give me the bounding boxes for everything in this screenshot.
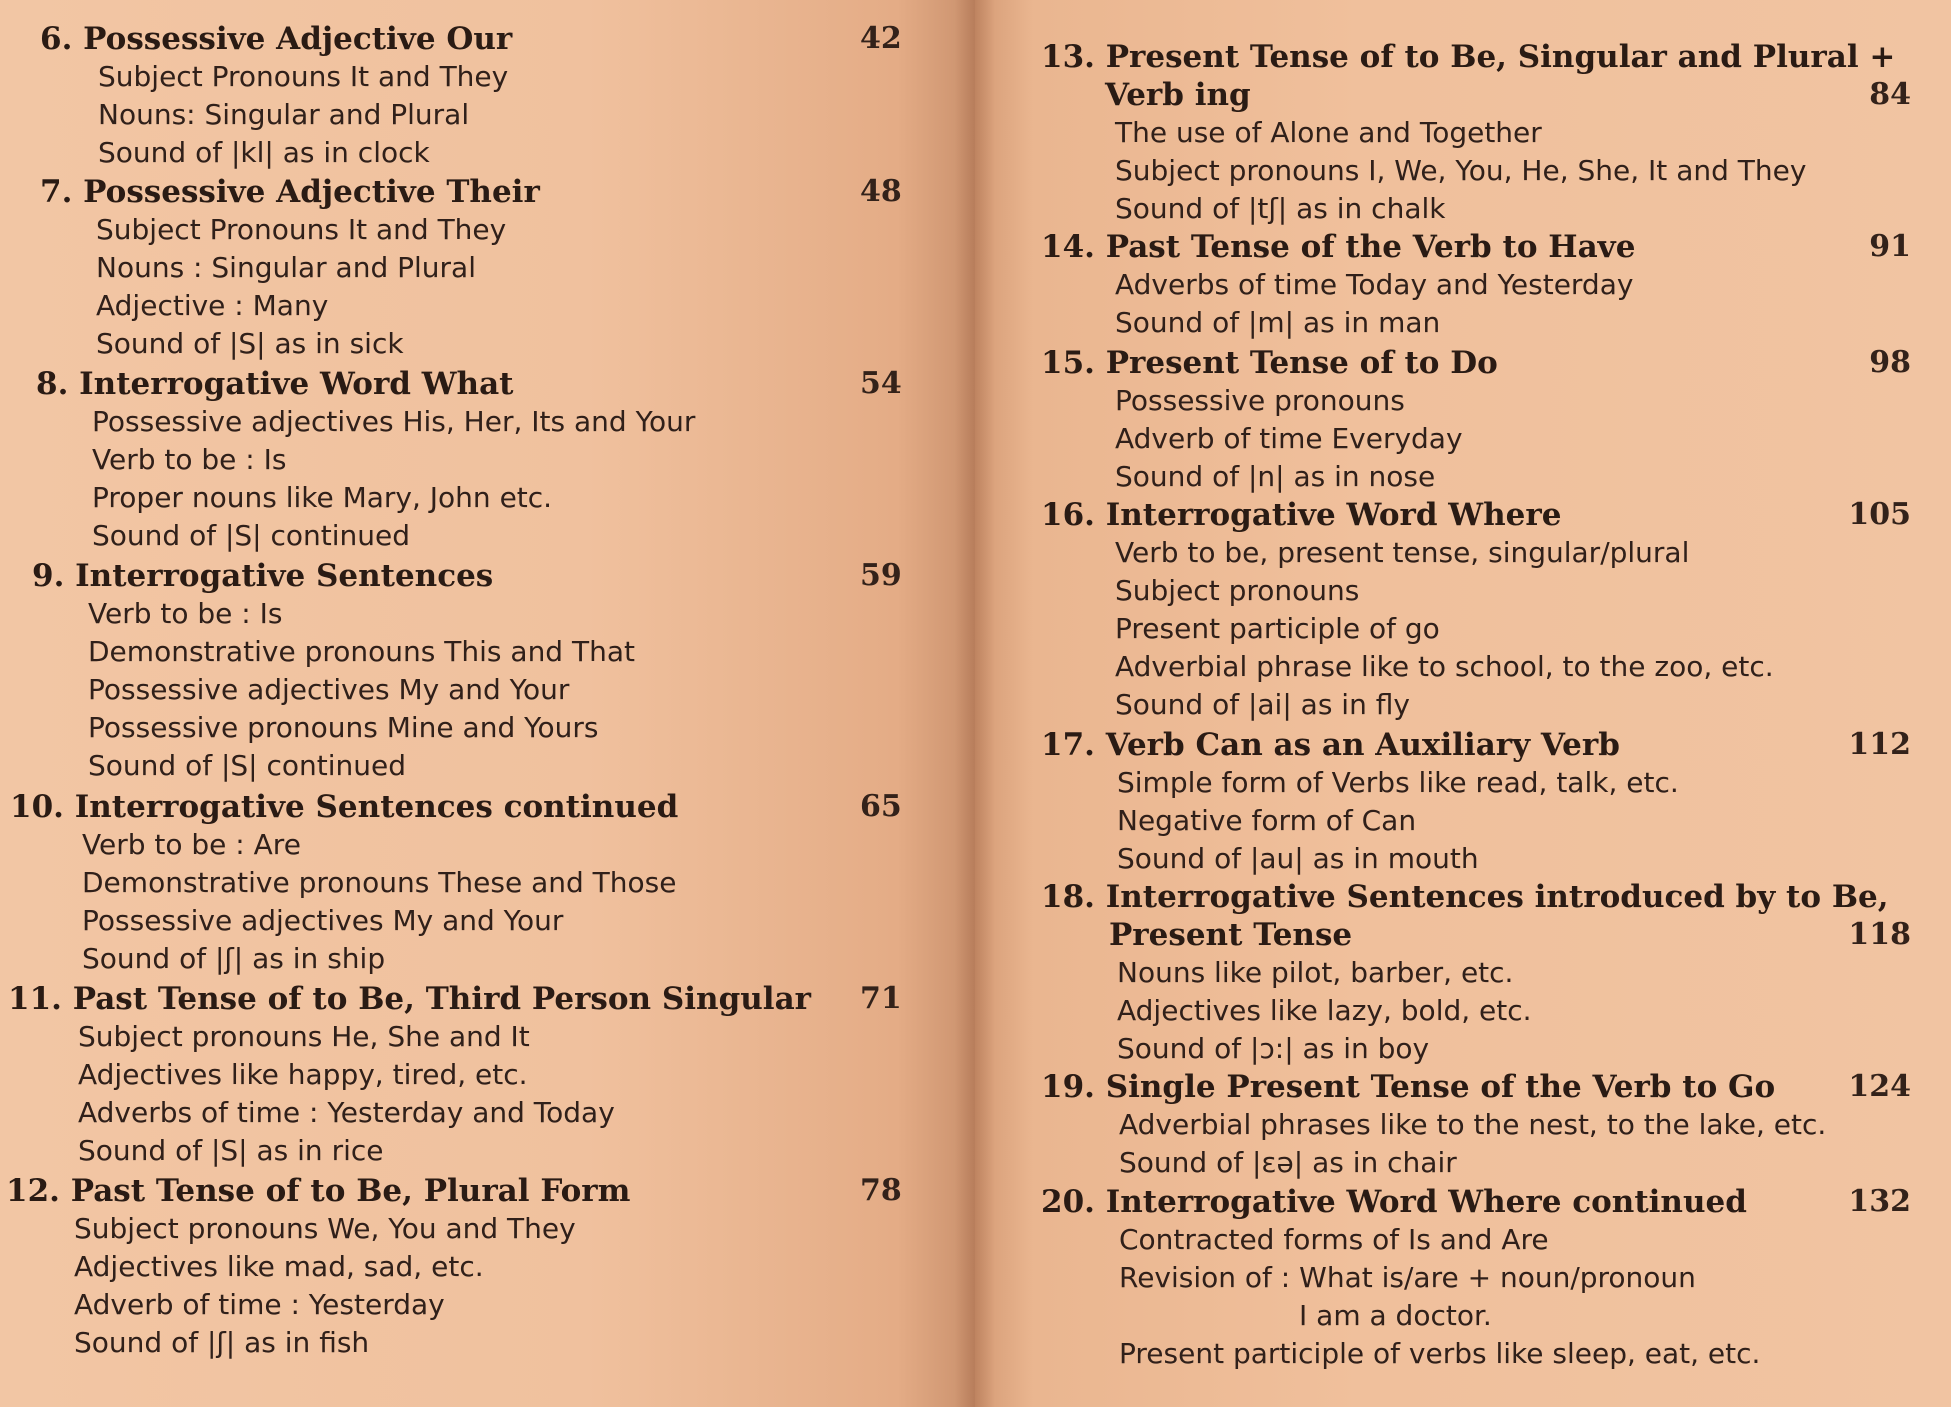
topic-item: Subject pronouns He, She and It (78, 1020, 530, 1053)
topic-item: Nouns: Singular and Plural (98, 98, 470, 131)
topic-item: Adjectives like mad, sad, etc. (74, 1250, 484, 1283)
topic-item: Possessive adjectives His, Her, Its and Your (92, 405, 696, 438)
lesson-number: 17. (1041, 727, 1095, 763)
lesson-page-number: 84 (1869, 77, 1911, 112)
topic-item: Present participle of go (1115, 612, 1440, 645)
topic-item: Sound of |S| continued (92, 519, 411, 552)
lesson-page-number: 98 (1869, 345, 1911, 380)
lesson-title: Past Tense of the Verb to Have (1105, 229, 1636, 265)
topic-item: Demonstrative pronouns These and Those (82, 866, 677, 899)
lesson-number: 18. (1041, 879, 1095, 915)
topic-item: Nouns : Singular and Plural (96, 251, 476, 284)
topic-item: Possessive pronouns (1115, 384, 1405, 417)
topic-item: Sound of |au| as in mouth (1117, 842, 1479, 875)
lesson-number: 8. (36, 366, 69, 402)
topic-item: Adverbs of time : Yesterday and Today (78, 1096, 615, 1129)
topic-item: Adverb of time : Yesterday (74, 1288, 445, 1321)
topic-item: Present participle of verbs like sleep, eat, etc. (1119, 1337, 1761, 1370)
lesson-title: Interrogative Word Where (1105, 497, 1562, 533)
topic-item: Adverb of time Everyday (1115, 422, 1463, 455)
lesson-title: Possessive Adjective Their (83, 174, 540, 210)
topic-item: Sound of |S| continued (88, 749, 407, 782)
lesson-topics (96, 211, 975, 363)
topic-item: Sound of |ɔ:| as in boy (1117, 1032, 1430, 1065)
lesson-topics (1115, 534, 1951, 724)
lesson-number: 16. (1041, 497, 1095, 533)
topic-item: Possessive adjectives My and Your (82, 904, 564, 937)
lesson-title: Present Tense of to Do (1105, 345, 1498, 381)
lesson-page-number: 42 (860, 21, 902, 56)
lesson-topics (1117, 954, 1951, 1068)
lesson-number: 10. (10, 789, 64, 825)
lesson-title: Interrogative Sentences continued (74, 789, 679, 825)
lesson-number: 13. (1041, 39, 1095, 75)
lesson-title: Past Tense of to Be, Plural Form (70, 1173, 631, 1209)
topic-item: I am a doctor. (1299, 1299, 1492, 1332)
left-page (0, 0, 975, 1407)
lesson-page-number: 118 (1848, 917, 1911, 952)
lesson-number: 12. (6, 1173, 60, 1209)
topic-item: Verb to be : Are (82, 828, 301, 861)
topic-item: Verb to be : Is (88, 597, 283, 630)
lesson-page-number: 65 (860, 789, 902, 824)
topic-item: Sound of |tʃ| as in chalk (1115, 192, 1446, 225)
lesson-page-number: 71 (860, 981, 902, 1016)
lesson-topics (82, 826, 975, 978)
lesson-title: Single Present Tense of the Verb to Go (1105, 1069, 1776, 1105)
lesson-title: Interrogative Word Where continued (1105, 1184, 1747, 1220)
lesson-page-number: 78 (860, 1173, 902, 1208)
lesson-topics (78, 1018, 975, 1170)
lesson-topics (1115, 266, 1951, 342)
topic-item: Sound of |ʃ| as in fish (74, 1326, 370, 1359)
lesson-page-number: 59 (860, 558, 902, 593)
topic-item: Subject pronouns I, We, You, He, She, It and They (1115, 154, 1807, 187)
topic-item: Contracted forms of Is and Are (1119, 1223, 1549, 1256)
topic-item: Revision of : What is/are + noun/pronoun (1119, 1261, 1696, 1294)
right-page (975, 0, 1951, 1407)
topic-item: Adjective : Many (96, 289, 329, 322)
topic-item: Adjectives like lazy, bold, etc. (1117, 994, 1532, 1027)
lesson-number: 15. (1041, 345, 1095, 381)
lesson-title: Interrogative Word What (79, 366, 514, 402)
topic-item: Possessive adjectives My and Your (88, 673, 570, 706)
lesson-page-number: 112 (1848, 727, 1911, 762)
topic-item: Proper nouns like Mary, John etc. (92, 481, 553, 514)
lesson-number: 6. (40, 21, 73, 57)
lesson-topics (1119, 1221, 1951, 1373)
lesson-number: 19. (1041, 1069, 1095, 1105)
lesson-page-number: 105 (1848, 497, 1911, 532)
lesson-page-number: 132 (1848, 1184, 1911, 1219)
topic-item: Negative form of Can (1117, 804, 1417, 837)
lesson-number: 14. (1041, 229, 1095, 265)
topic-item: Sound of |kl| as in clock (98, 136, 430, 169)
lesson-title: Past Tense of to Be, Third Person Singular (72, 981, 811, 1017)
topic-item: Nouns like pilot, barber, etc. (1117, 956, 1514, 989)
topic-item: Sound of |m| as in man (1115, 306, 1441, 339)
topic-item: Subject Pronouns It and They (98, 60, 509, 93)
lesson-title: Present Tense of to Be, Singular and Plural + (1105, 39, 1896, 75)
book-gutter (955, 0, 995, 1407)
topic-item: Subject pronouns We, You and They (74, 1212, 576, 1245)
lesson-topics (1115, 114, 1951, 228)
lesson-title-continued: Verb ing (1105, 77, 1251, 113)
lesson-topics (88, 595, 975, 785)
lesson-topics (74, 1210, 975, 1362)
topic-item: The use of Alone and Together (1115, 116, 1542, 149)
topic-item: Adjectives like happy, tired, etc. (78, 1058, 528, 1091)
lesson-number: 20. (1041, 1184, 1095, 1220)
topic-item: Sound of |S| as in sick (96, 327, 404, 360)
lesson-page-number: 48 (860, 174, 902, 209)
lesson-title-continued: Present Tense (1109, 917, 1353, 953)
lesson-number: 11. (8, 981, 62, 1017)
lesson-page-number: 54 (860, 366, 902, 401)
lesson-page-number: 91 (1869, 229, 1911, 264)
topic-item: Verb to be : Is (92, 443, 287, 476)
lesson-topics (1115, 382, 1951, 496)
topic-item: Sound of |n| as in nose (1115, 460, 1436, 493)
lesson-topics (1117, 764, 1951, 878)
topic-item: Adverbial phrases like to the nest, to the lake, etc. (1119, 1108, 1827, 1141)
topic-item: Adverbial phrase like to school, to the zoo, etc. (1115, 650, 1774, 683)
topic-item: Adverbs of time Today and Yesterday (1115, 268, 1634, 301)
topic-item: Simple form of Verbs like read, talk, etc. (1117, 766, 1679, 799)
lesson-title: Verb Can as an Auxiliary Verb (1105, 727, 1620, 763)
topic-item: Sound of |εə| as in chair (1119, 1146, 1457, 1179)
lesson-title: Interrogative Sentences (75, 558, 494, 594)
topic-item: Sound of |ai| as in fly (1115, 688, 1410, 721)
lesson-number: 7. (40, 174, 73, 210)
topic-item: Demonstrative pronouns This and That (88, 635, 635, 668)
lesson-title: Interrogative Sentences introduced by to Be, (1105, 879, 1889, 915)
lesson-number: 9. (32, 558, 65, 594)
topic-item: Sound of |ʃ| as in ship (82, 942, 386, 975)
lesson-topics (98, 58, 975, 172)
lesson-topics (1119, 1106, 1951, 1182)
topic-item: Sound of |S| as in rice (78, 1134, 384, 1167)
topic-item: Verb to be, present tense, singular/plural (1115, 536, 1690, 569)
topic-item: Subject pronouns (1115, 574, 1360, 607)
topic-item: Possessive pronouns Mine and Yours (88, 711, 599, 744)
lesson-page-number: 124 (1848, 1069, 1911, 1104)
topic-item: Subject Pronouns It and They (96, 213, 507, 246)
lesson-topics (92, 403, 975, 555)
lesson-title: Possessive Adjective Our (83, 21, 513, 57)
